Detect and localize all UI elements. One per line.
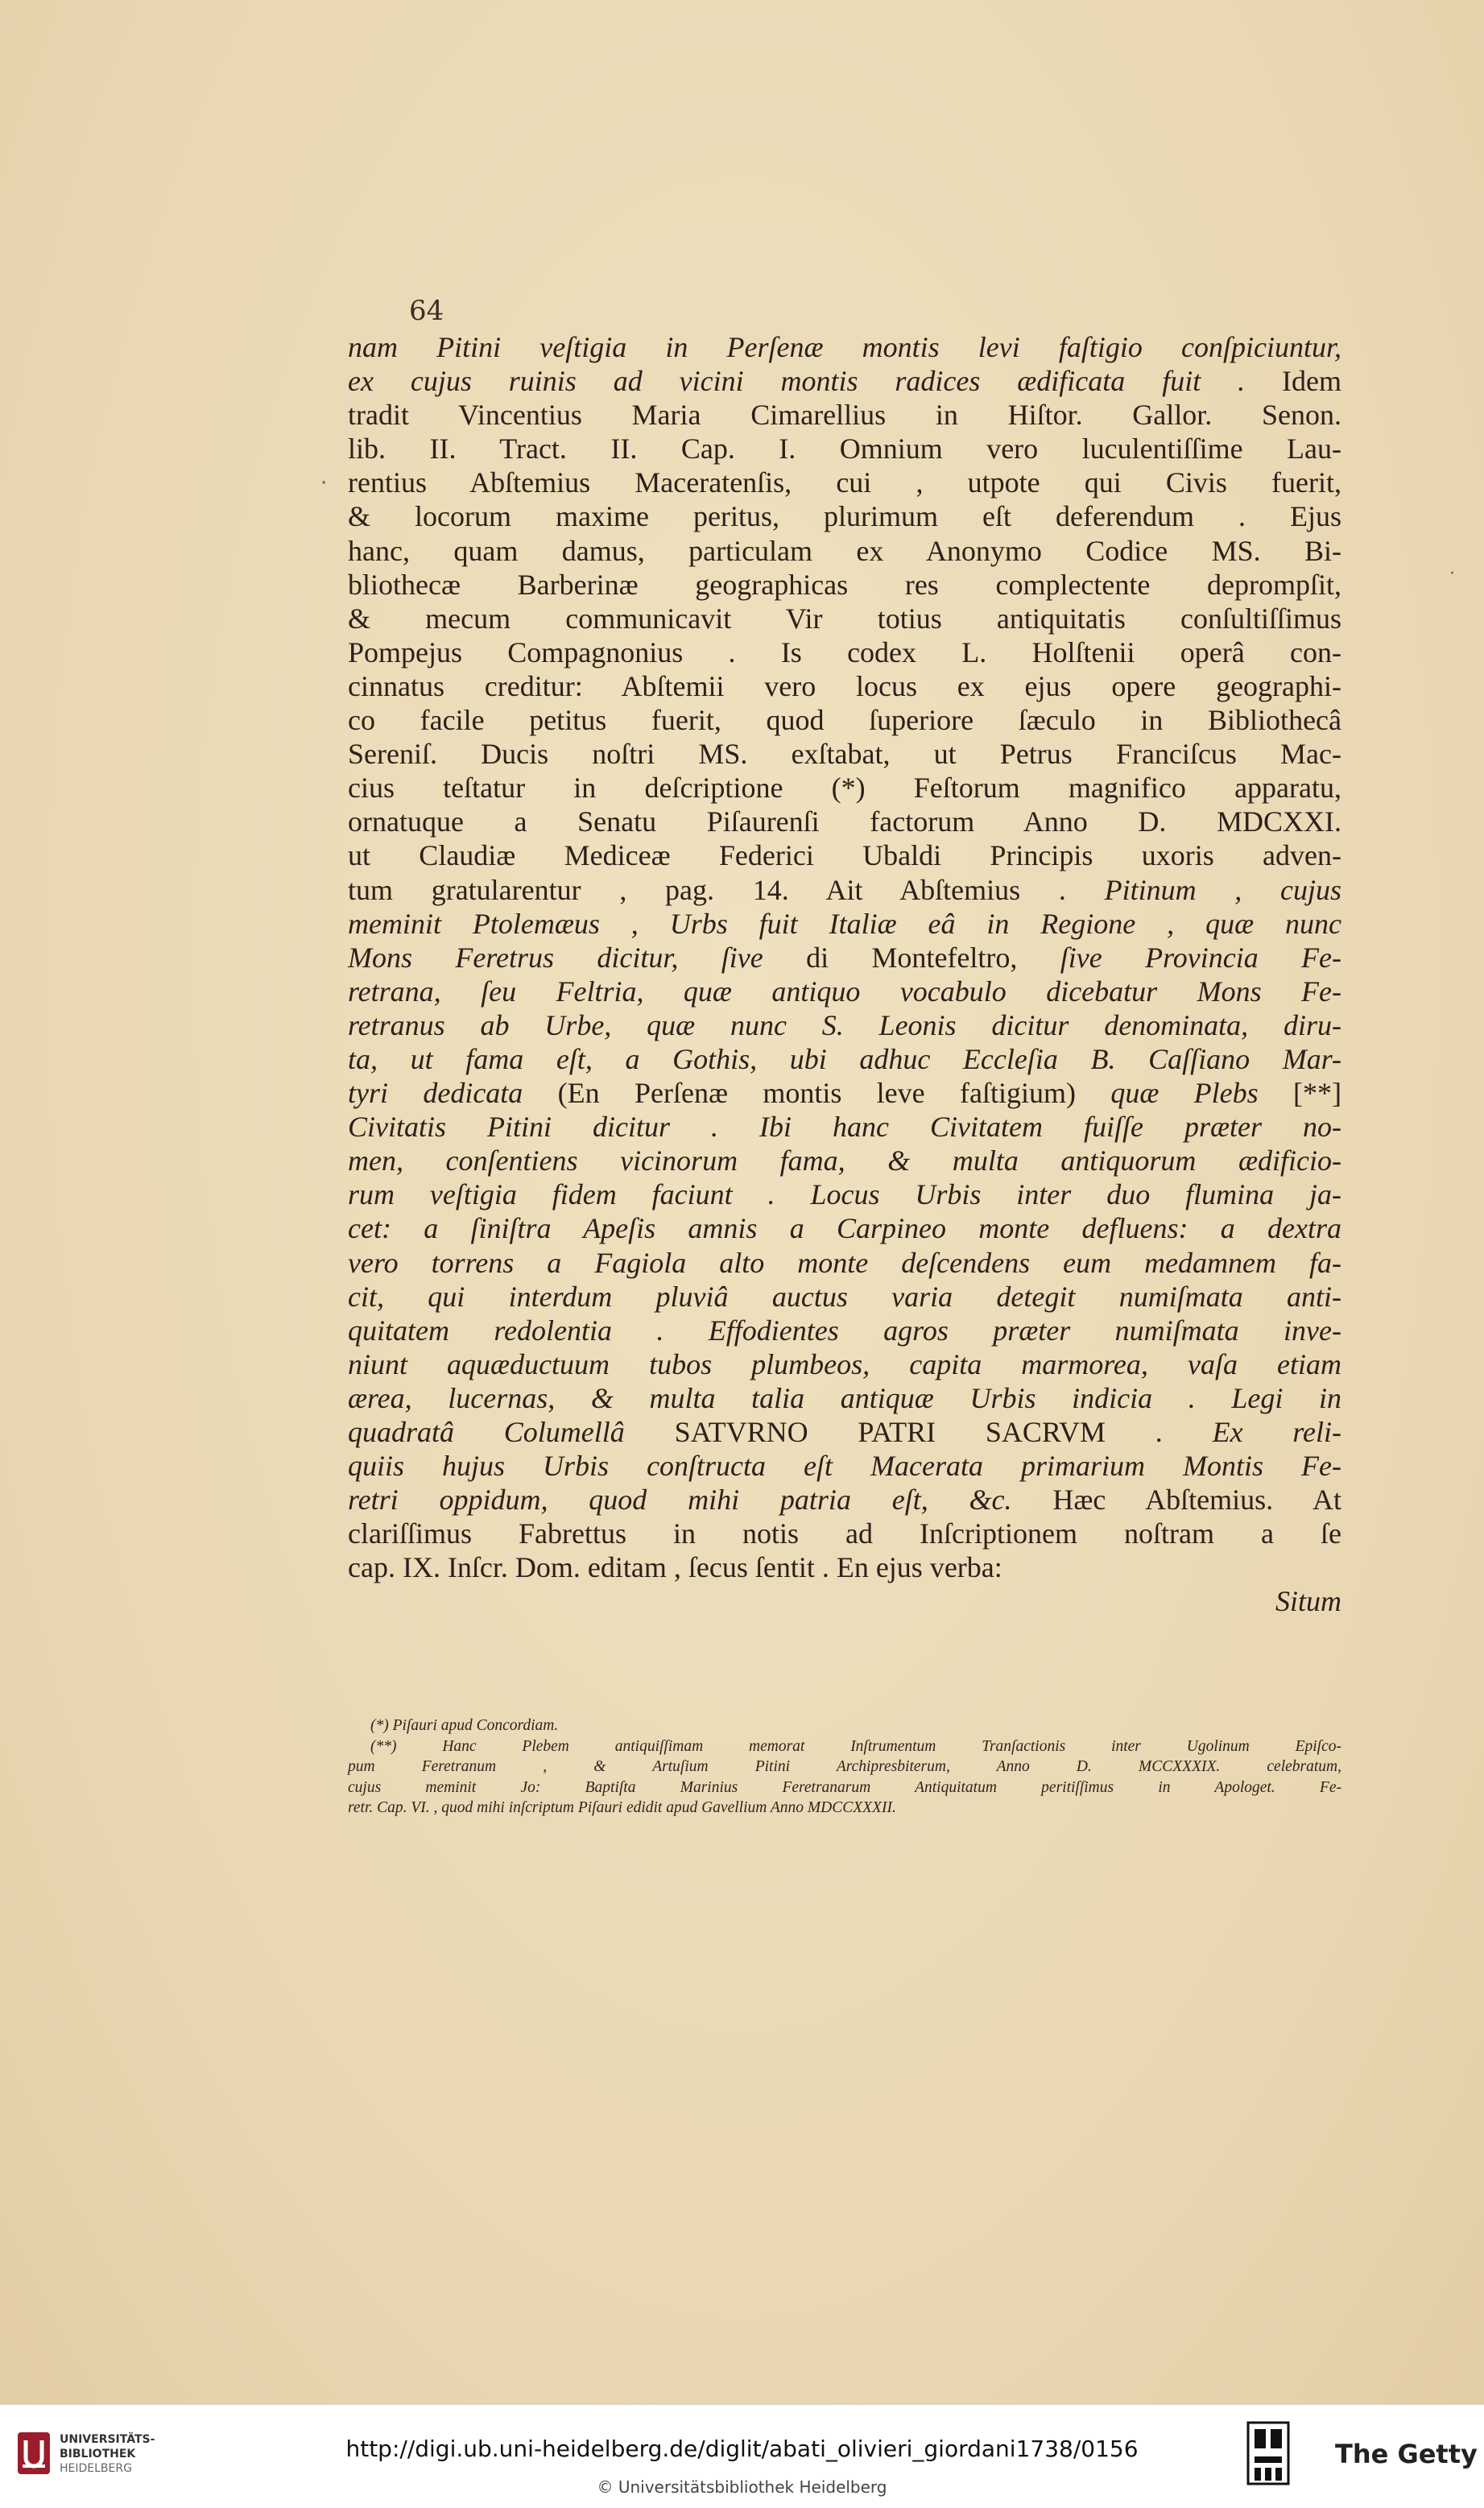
roman-run: cap. IX. Inſcr. Dom. editam , ſecus ſentit . En ejus verba: [348, 1551, 1002, 1584]
roman-run: bliothecæ Barberinæ geographicas res complectente deprompſit, [348, 568, 1341, 601]
italic-run: quæ Plebs [1110, 1077, 1294, 1110]
getty-logo-icon [1246, 2421, 1290, 2485]
footnote-line: retr. Cap. VI. , quod mihi inſcriptum Piſauri edidit apud Gavellium Anno MDCCXXXII. [348, 1799, 896, 1816]
roman-run: [**] [1293, 1077, 1341, 1110]
roman-run: SATVRNO PATRI SACRVM . [674, 1416, 1213, 1448]
italic-run: meminit Ptolemæus , Urbs fuit Italiæ eâ in Regione , quæ nunc [348, 907, 1341, 940]
italic-run: men, conſentiens vicinorum fama, & multa antiquorum ædificio- [348, 1144, 1341, 1177]
text-line [348, 364, 1341, 398]
margin-speck: · [320, 471, 328, 495]
roman-run: Sereniſ. Ducis noſtri MS. exſtabat, ut Petrus Franciſcus Mac- [348, 738, 1341, 771]
text-line [348, 568, 1341, 602]
text-line [348, 737, 1341, 771]
text-line [348, 466, 1341, 499]
roman-run: Pompejus Compagnonius . Is codex L. Holſtenii operâ con- [348, 635, 1341, 668]
text-line [348, 1347, 1341, 1381]
text-line [348, 1211, 1341, 1245]
roman-run: cinnatus creditur: Abſtemii vero locus ex ejus opere geographi- [348, 669, 1341, 702]
text-line [348, 975, 1341, 1008]
footnote-line: cujus meminit Jo: Baptiſta Marinius Feretranarum Antiquitatum peritiſſimus in Apologet. Fe- [348, 1778, 1341, 1796]
text-line [348, 703, 1341, 737]
text-line [348, 805, 1341, 838]
italic-run: ſive Provincia Fe- [1060, 941, 1342, 974]
footnote-line: (**) Hanc Plebem antiquiſſimam memorat Inſtrumentum Tranſactionis inter Ugolinum Epiſco- [370, 1737, 1341, 1755]
text-line [348, 873, 1341, 907]
roman-run: & mecum communicavit Vir totius antiquitatis conſultiſſimus [348, 602, 1341, 635]
italic-run: retranus ab Urbe, quæ nunc S. Leonis dicitur denominata, diru- [348, 1008, 1341, 1041]
text-line [348, 1110, 1341, 1144]
italic-run: ex cujus ruinis ad vicini montis radices ædificata fuit . [348, 365, 1283, 398]
text-line [348, 1550, 1341, 1584]
italic-run: retri oppidum, quod mihi patria eſt, &c. [348, 1484, 1053, 1517]
text-line [348, 398, 1341, 432]
italic-run: niunt aquæductuum tubos plumbeos, capita marmorea, vaſa etiam [348, 1347, 1341, 1380]
roman-run: Hæc Abſtemius. At [1052, 1484, 1341, 1517]
roman-run: tradit Vincentius Maria Cimarellius in Hiſtor. Gallor. Senon. [348, 399, 1341, 432]
catchword: Situm [1275, 1585, 1341, 1618]
italic-run: Pitinum , cujus [1104, 873, 1341, 906]
permalink-url[interactable]: http://digi.ub.uni-heidelberg.de/diglit/abati_olivieri_giordani1738/0156 [345, 2436, 1139, 2462]
footnote-line: (*) Piſauri apud Concordiam. [370, 1717, 559, 1734]
roman-run: (En Perſenæ montis leve faſtigium) [557, 1077, 1111, 1110]
italic-run: tyri dedicata [348, 1077, 558, 1110]
italic-run: nam Pitini veſtigia in Perſenæ montis levi faſtigio conſpiciuntur, [348, 331, 1341, 363]
text-line [348, 1381, 1341, 1415]
italic-run: retrana, ſeu Feltria, quæ antiquo vocabulo dicebatur Mons Fe- [348, 975, 1341, 1008]
roman-run: rentius Abſtemius Maceratenſis, cui , utpote qui Civis fuerit, [348, 466, 1341, 499]
library-name-line: HEIDELBERG [60, 2462, 132, 2475]
text-line [348, 941, 1341, 975]
italic-run: Ex reli- [1212, 1416, 1341, 1448]
text-line [348, 1280, 1341, 1314]
italic-run: cit, qui interdum pluviâ auctus varia detegit numiſmata anti- [348, 1280, 1341, 1313]
margin-speck: · [1449, 564, 1455, 584]
text-line [348, 907, 1341, 941]
roman-run: hanc, quam damus, particulam ex Anonymo Codice MS. Bi- [348, 534, 1341, 567]
library-name-line: BIBLIOTHEK [60, 2448, 136, 2460]
roman-run: Idem [1282, 365, 1341, 398]
roman-run: clariſſimus Fabrettus in notis ad Inſcriptionem noſtram a ſe [348, 1517, 1341, 1550]
text-line [348, 771, 1341, 805]
roman-run: ornatuque a Senatu Piſaurenſi factorum Anno D. MDCXXI. [348, 805, 1341, 838]
text-line [348, 1042, 1341, 1076]
roman-run: co facile petitus fuerit, quod ſuperiore ſæculo in Bibliothecâ [348, 704, 1341, 737]
italic-run: Civitatis Pitini dicitur . Ibi hanc Civitatem fuiſſe præter no- [348, 1111, 1341, 1144]
page-number: 64 [409, 295, 444, 327]
italic-run: Mons Feretrus dicitur, ſive [348, 941, 807, 974]
footnotes [348, 1715, 1341, 1819]
italic-run: ta, ut fama eſt, a Gothis, ubi adhuc Eccleſia B. Caſſiano Mar- [348, 1042, 1341, 1075]
text-line [348, 1314, 1341, 1347]
text-line [348, 1483, 1341, 1517]
text-line [348, 1517, 1341, 1550]
text-line [348, 669, 1341, 703]
roman-run: lib. II. Tract. II. Cap. I. Omnium vero luculentiſſime Lau- [348, 432, 1341, 466]
text-line [348, 534, 1341, 568]
text-line [348, 432, 1341, 466]
italic-run: vero torrens a Fagiola alto monte deſcendens eum medamnem fa- [348, 1246, 1341, 1279]
roman-run: ut Claudiæ Mediceæ Federici Ubaldi Principis uxoris adven- [348, 839, 1341, 872]
italic-run: quitatem redolentia . Effodientes agros præter numiſmata inve- [348, 1314, 1341, 1347]
body-text [348, 330, 1341, 1619]
text-line [348, 602, 1341, 635]
roman-run: & locorum maxime peritus, plurimum eſt deferendum . Ejus [348, 500, 1341, 533]
text-line [348, 1415, 1341, 1449]
text-line [348, 1449, 1341, 1483]
roman-run: di Montefeltro, [806, 941, 1060, 974]
partner-name: The Getty [1335, 2439, 1478, 2469]
roman-run: tum gratularentur , pag. 14. Ait Abſtemius . [348, 873, 1105, 906]
text-line [348, 635, 1341, 669]
text-line [348, 1177, 1341, 1211]
text-line [348, 330, 1341, 364]
library-name-line: UNIVERSITÄTS- [60, 2433, 155, 2446]
text-line [348, 1144, 1341, 1177]
viewer-footer [0, 2404, 1484, 2508]
copyright-notice: © Universitätsbibliothek Heidelberg [597, 2477, 887, 2497]
text-line [348, 1076, 1341, 1110]
italic-run: ærea, lucernas, & multa talia antiquæ Urbis indicia . Legi in [348, 1381, 1341, 1414]
text-line [348, 1246, 1341, 1280]
italic-run: quadratâ Columellâ [348, 1416, 675, 1448]
italic-run: cet: a ſiniſtra Apeſis amnis a Carpineo monte defluens: a dextra [348, 1212, 1341, 1245]
roman-run: cius teſtatur in deſcriptione (*) Feſtorum magnifico apparatu, [348, 772, 1341, 805]
italic-run: quiis hujus Urbis conſtructa eſt Macerata primarium Montis Fe- [348, 1450, 1341, 1483]
text-line [348, 1008, 1341, 1042]
footnote-line: pum Feretranum , & Artuſium Pitini Archipresbiterum, Anno D. MCCXXXIX. celebratum, [348, 1758, 1341, 1775]
text-line [348, 838, 1341, 872]
italic-run: rum veſtigia fidem faciunt . Locus Urbis inter duo flumina ja- [348, 1178, 1341, 1211]
text-line [348, 499, 1341, 533]
